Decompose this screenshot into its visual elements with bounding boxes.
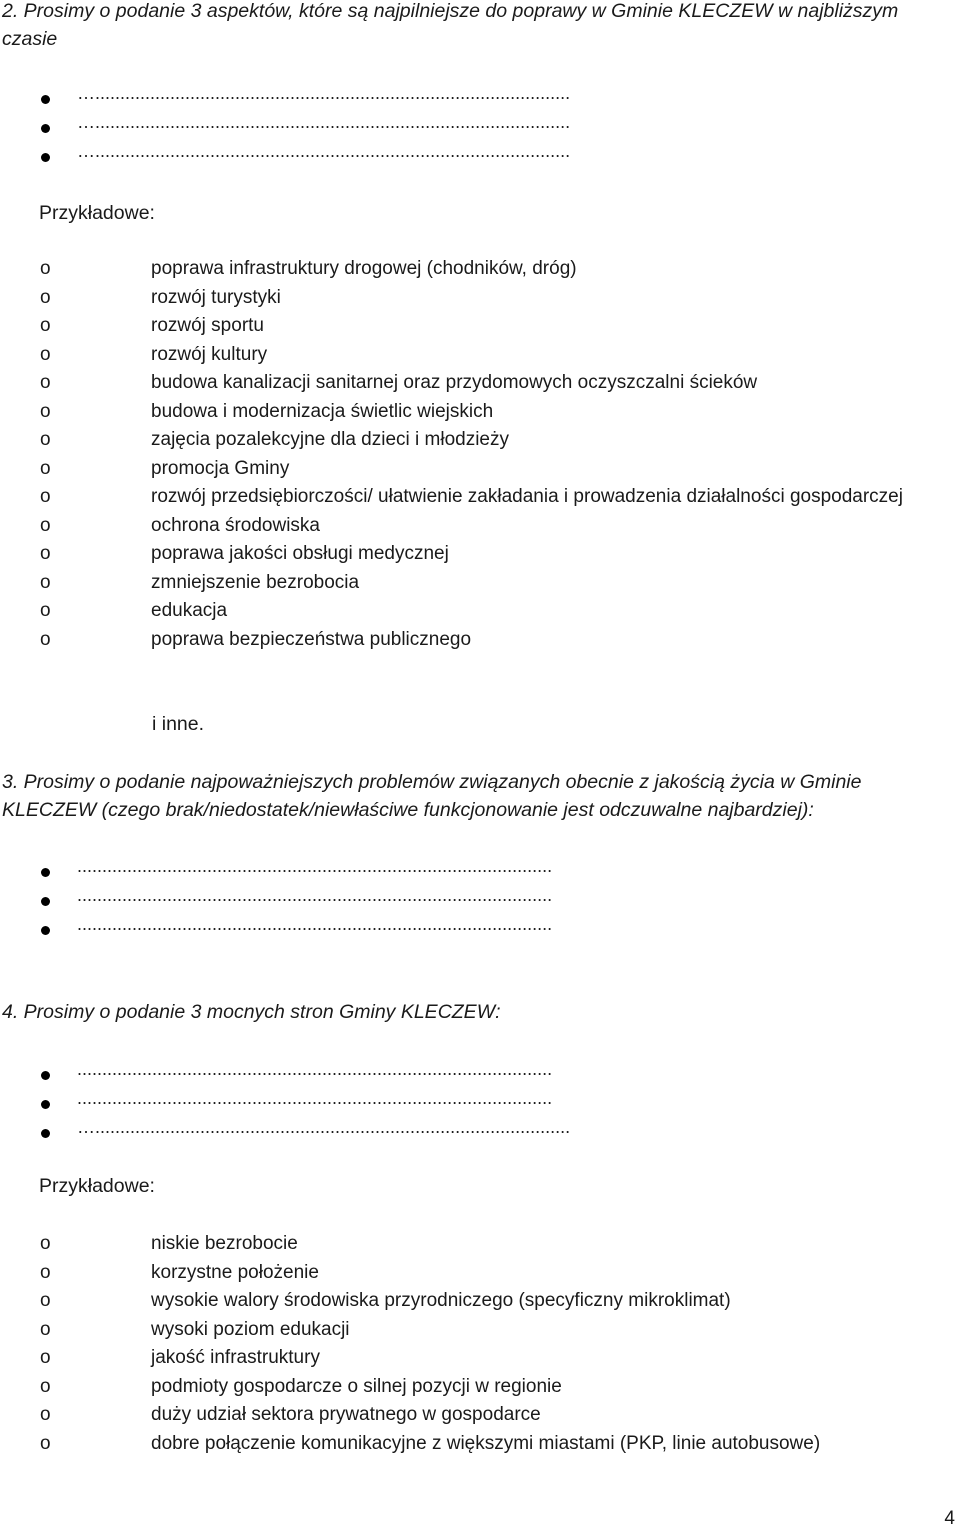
list-item: o poprawa jakości obsługi medycznej bbox=[0, 540, 960, 569]
bullet-dot-icon bbox=[41, 1071, 50, 1080]
list-item: o poprawa bezpieczeństwa publicznego bbox=[0, 626, 960, 655]
circle-bullet-icon: o bbox=[40, 1261, 51, 1283]
circle-bullet-icon: o bbox=[40, 600, 51, 621]
circle-bullet-icon: o bbox=[40, 1290, 51, 1311]
list-item: o podmioty gospodarcze o silnej pozycji w regionie bbox=[0, 1373, 960, 1402]
list-item: o rozwój turystyki bbox=[0, 284, 960, 313]
circle-bullet-icon: o bbox=[40, 343, 51, 365]
bullet-dot-icon bbox=[41, 153, 50, 162]
question-2-answer-lines bbox=[0, 83, 960, 174]
list-item: o zajęcia pozalekcyjne dla dzieci i młodzieży bbox=[0, 426, 960, 455]
circle-bullet-icon: o bbox=[40, 1375, 51, 1397]
circle-bullet-icon: o bbox=[40, 315, 51, 336]
bullet-dot-icon bbox=[41, 868, 50, 877]
list-item: o poprawa infrastruktury drogowej (chodników, dróg) bbox=[0, 255, 960, 284]
bullet-dot-icon bbox=[41, 1129, 50, 1138]
list-item: o rozwój kultury bbox=[0, 341, 960, 370]
circle-bullet-icon: o bbox=[40, 429, 51, 450]
examples-label: Przykładowe: bbox=[39, 202, 155, 224]
circle-bullet-icon: o bbox=[40, 400, 51, 422]
list-item: o dobre połączenie komunikacyjne z większymi miastami (PKP, linie autobusowe) bbox=[0, 1430, 960, 1459]
circle-bullet-icon: o bbox=[40, 1318, 51, 1340]
list-item: o zmniejszenie bezrobocia bbox=[0, 569, 960, 598]
answer-line[interactable]: …............................................................................................... bbox=[0, 1121, 960, 1150]
list-item: o promocja Gminy bbox=[0, 455, 960, 484]
bullet-dot-icon bbox=[41, 926, 50, 935]
list-item: o wysokie walory środowiska przyrodniczego (specyficzny mikroklimat) bbox=[0, 1287, 960, 1316]
question-3-answer-lines bbox=[0, 856, 960, 947]
answer-line[interactable]: ............................................................................................... bbox=[0, 918, 960, 947]
circle-bullet-icon: o bbox=[40, 258, 51, 279]
list-item: o wysoki poziom edukacji bbox=[0, 1316, 960, 1345]
question-4-examples bbox=[0, 1230, 960, 1458]
list-item: o budowa kanalizacji sanitarnej oraz przydomowych oczyszczalni ścieków bbox=[0, 369, 960, 398]
question-4-heading: 4. Prosimy o podanie 3 mocnych stron Gminy KLECZEW: bbox=[2, 1001, 501, 1023]
list-item: o ochrona środowiska bbox=[0, 512, 960, 541]
answer-line[interactable]: …............................................................................................... bbox=[0, 145, 960, 174]
list-item: o rozwój przedsiębiorczości/ ułatwienie zakładania i prowadzenia działalności gospodarczej bbox=[0, 483, 960, 512]
list-item: o duży udział sektora prywatnego w gospodarce bbox=[0, 1401, 960, 1430]
bullet-dot-icon bbox=[41, 1100, 50, 1109]
circle-bullet-icon: o bbox=[40, 628, 51, 650]
answer-line[interactable]: ............................................................................................... bbox=[0, 1063, 960, 1092]
answer-line[interactable]: …............................................................................................... bbox=[0, 116, 960, 145]
circle-bullet-icon: o bbox=[40, 286, 51, 308]
list-item: o budowa i modernizacja świetlic wiejskich bbox=[0, 398, 960, 427]
question-3-heading: 3. Prosimy o podanie najpoważniejszych problemów związanych obecnie z jakością życia w Gminie KLECZEW (czego brak/niedostatek/niewłaściwe funkcjonowanie jest odczuwalne najbardziej): bbox=[2, 771, 862, 821]
list-item: o edukacja bbox=[0, 597, 960, 626]
circle-bullet-icon: o bbox=[40, 1233, 51, 1254]
and-others-text: i inne. bbox=[152, 713, 205, 735]
list-item: o rozwój sportu bbox=[0, 312, 960, 341]
answer-line[interactable]: …............................................................................................... bbox=[0, 87, 960, 116]
list-item: o jakość infrastruktury bbox=[0, 1344, 960, 1373]
answer-line[interactable]: ............................................................................................... bbox=[0, 1092, 960, 1121]
circle-bullet-icon: o bbox=[40, 514, 51, 536]
list-item: o niskie bezrobocie bbox=[0, 1230, 960, 1259]
circle-bullet-icon: o bbox=[40, 1347, 51, 1368]
circle-bullet-icon: o bbox=[40, 1404, 51, 1425]
circle-bullet-icon: o bbox=[40, 372, 51, 393]
bullet-dot-icon bbox=[41, 897, 50, 906]
bullet-dot-icon bbox=[41, 124, 50, 133]
circle-bullet-icon: o bbox=[40, 1432, 51, 1454]
bullet-dot-icon bbox=[41, 95, 50, 104]
answer-line[interactable]: ............................................................................................... bbox=[0, 860, 960, 889]
page-number: 4 bbox=[944, 1508, 955, 1529]
circle-bullet-icon: o bbox=[40, 571, 51, 593]
question-4-answer-lines bbox=[0, 1059, 960, 1150]
circle-bullet-icon: o bbox=[40, 543, 51, 564]
question-2-heading: 2. Prosimy o podanie 3 aspektów, które są najpilniejsze do poprawy w Gminie KLECZEW w najbliższym czasie bbox=[2, 0, 899, 50]
list-item: o korzystne położenie bbox=[0, 1259, 960, 1288]
examples-label: Przykładowe: bbox=[39, 1175, 155, 1197]
answer-line[interactable]: ............................................................................................... bbox=[0, 889, 960, 918]
question-2-examples bbox=[0, 255, 960, 654]
circle-bullet-icon: o bbox=[40, 457, 51, 479]
circle-bullet-icon: o bbox=[40, 486, 51, 507]
